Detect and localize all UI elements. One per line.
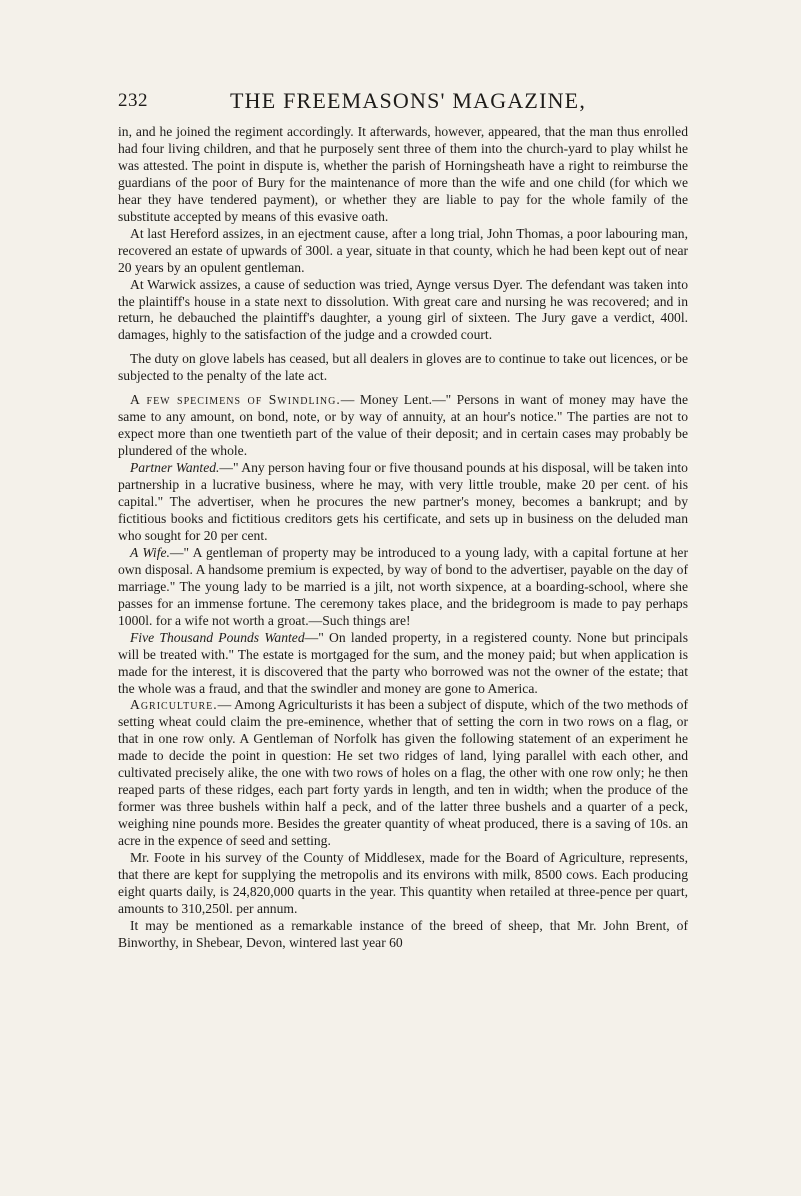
article-body (118, 124, 688, 952)
paragraph-partner-wanted (118, 460, 688, 545)
paragraph-text: —" A gentleman of property may be introduced to a young lady, with a capital fortune at her own disposal. A handsome premium is expected, by way of bond to the advertiser, payable on the day of marriage." The young lady to be married is a jilt, not worth sixpence, at a boarding-school, where she passes for an immense fortune. The ceremony takes place, and the bridegroom is made to pay perhaps 1000l. for a wife not worth a groat.—Such things are! (118, 544, 688, 628)
paragraph-text: — Among Agriculturists it has been a subject of dispute, which of the two methods of setting wheat could claim the pre-eminence, whether that of setting the corn in two rows on a flag, or that in one row only. A Gentleman of Norfolk has given the following statement of an experiment he made to decide the point in question: He set two ridges of land, lying parallel with each other, and cultivated precisely alike, the one with two rows of holes on a flag, the other with one row only; he then reaped parts of these ridges, each part forty yards in length, and ten in width; when the produce of the former was three bushels within half a peck, and of the latter three bushels and a quarter of a peck, weighing nine pounds more. Besides the greater quantity of wheat produced, there is a saving of 10s. an acre in the expence of seed and setting. (118, 697, 688, 849)
paragraph-text: It may be mentioned as a remarkable instance of the breed of sheep, that Mr. John Brent, of Binworthy, in Shebear, Devon, wintered last year 60 (118, 917, 688, 950)
page-number: 232 (118, 90, 148, 111)
running-title: THE FREEMASONS' MAGAZINE, (230, 88, 587, 113)
paragraph-text: At Warwick assizes, a cause of seduction was tried, Aynge versus Dyer. The defendant was taken into the plaintiff's house in a state next to dissolution. With great care and nursing he was recovered; and in return, he debauched the plaintiff's daughter, a young girl of sixteen. The Jury gave a verdict, 400l. damages, highly to the satisfaction of the judge and a crowded court. (118, 276, 688, 343)
paragraph-swindling-money-lent (118, 392, 688, 460)
paragraph-hereford-assizes (118, 226, 688, 277)
section-lead: Agriculture. (130, 697, 218, 713)
paragraph-middlesex-milk (118, 850, 688, 918)
paragraph-text: in, and he joined the regiment accordingly. It afterwards, however, appeared, that the man thus enrolled had four living children, and that he purposely sent three of them into the church-yard to play whilst he was attested. The point in dispute is, whether the parish of Horningsheath have a right to reimburse the guardians of the poor of Bury for the maintenance of more than the wife and one child (for which we hear they have tendered payment), or whether they are liable to pay for the whole family of the substitute accepted by means of this evasive oath. (118, 124, 688, 224)
section-lead: A Wife. (130, 544, 170, 560)
paragraph-text: —" On landed property, in a registered county. None but principals will be treated with." The estate is mortgaged for the sum, and the money paid; but when application is made for the interest, it is discovered that the party who borrowed was not the owner of the estate; that the whole was a fraud, and that the swindler and money are gone to America. (118, 629, 688, 696)
paragraph-text: — Money Lent.—" Persons in want of money may have the same to any amount, on bond, note, or by way of annuity, at an hour's notice." The parties are not to expect more than one twentieth part of the value of their deposit; and in certain cases may probably be plundered of the whole. (118, 392, 688, 459)
paragraph-text: Mr. Foote in his survey of the County of Middlesex, made for the Board of Agriculture, represents, that there are kept for supplying the metropolis and its environs with milk, 8500 cows. Each producing eight quarts daily, is 24,820,000 quarts in the year. This quantity when retailed at three-pence per quart, amounts to 310,250l. per annum. (118, 850, 688, 916)
section-lead: Partner Wanted. (130, 460, 220, 476)
section-lead: Five Thousand Pounds Wanted (130, 629, 305, 645)
paragraph-sheep-breed (118, 918, 688, 952)
paragraph-text: The duty on glove labels has ceased, but all dealers in gloves are to continue to take out licences, or be subjected to the penalty of the late act. (118, 351, 688, 384)
paragraph-text: At last Hereford assizes, in an ejectment cause, after a long trial, John Thomas, a poor labouring man, recovered an estate of upwards of 300l. a year, situate in that county, which he had been kept out of near 20 years by an opulent gentleman. (118, 225, 688, 275)
paragraph-glove-labels (118, 351, 688, 385)
paragraph-a-wife (118, 545, 688, 630)
paragraph-agriculture (118, 697, 688, 850)
page-header (118, 88, 688, 118)
paragraph-text: —" Any person having four or five thousand pounds at his disposal, will be taken into partnership in a lucrative business, where he may, with very little trouble, make 20 per cent. of his capital." The advertiser, when he procures the new partner's money, becomes a bankrupt; and by fictitious books and fictitious creditors gets his certificate, and sets up in business on the deluded man who sought for 20 per cent. (118, 460, 688, 543)
paragraph-warwick-assizes (118, 277, 688, 345)
section-lead: A few specimens of Swindling. (130, 392, 341, 408)
paragraph-substitute-oath (118, 124, 688, 226)
paragraph-five-thousand-pounds (118, 630, 688, 698)
